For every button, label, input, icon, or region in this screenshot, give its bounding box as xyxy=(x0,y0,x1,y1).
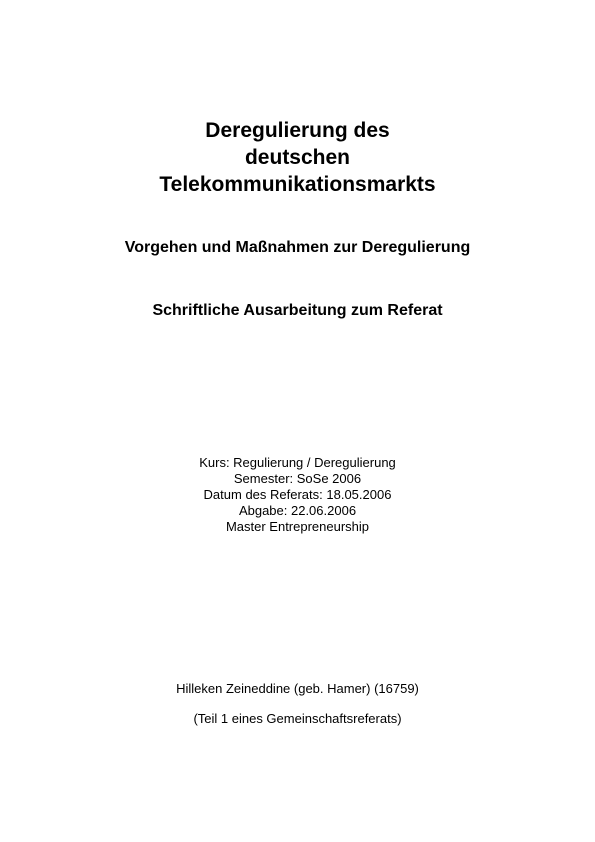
info-course: Kurs: Regulierung / Deregulierung xyxy=(199,455,396,470)
title-line-2: deutschen xyxy=(244,146,351,169)
info-semester: Semester: SoSe 2006 xyxy=(233,471,362,486)
document-subheading: Schriftliche Ausarbeitung zum Referat xyxy=(152,302,443,319)
title-line-3: Telekommunikationsmarkts xyxy=(159,173,436,196)
author-name: Hilleken Zeineddine (geb. Hamer) (16759) xyxy=(176,681,419,696)
document-note: (Teil 1 eines Gemeinschaftsreferats) xyxy=(193,711,402,726)
document-title xyxy=(0,117,595,198)
info-submission-date: Abgabe: 22.06.2006 xyxy=(238,503,357,518)
title-line-1: Deregulierung des xyxy=(205,119,390,142)
info-program: Master Entrepreneurship xyxy=(225,519,370,534)
course-info-block xyxy=(0,455,595,535)
document-subtitle: Vorgehen und Maßnahmen zur Deregulierung xyxy=(124,239,471,256)
info-presentation-date: Datum des Referats: 18.05.2006 xyxy=(203,487,392,502)
